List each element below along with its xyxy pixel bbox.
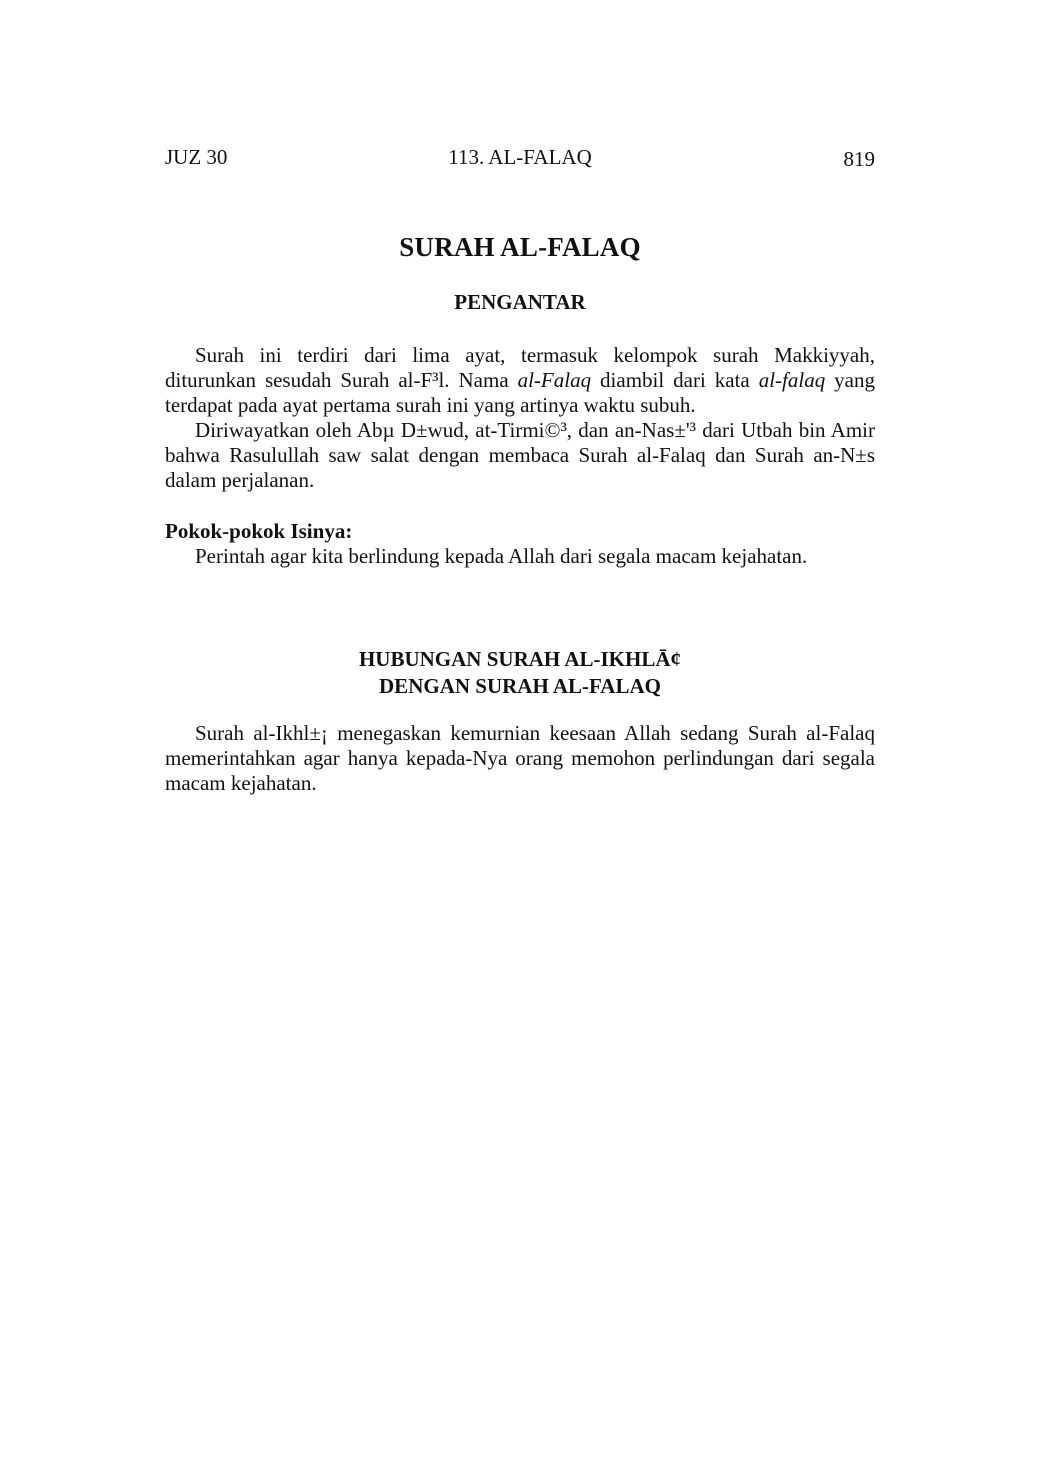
intro-paragraph-2: Diriwayatkan oleh Abµ D±wud, at-Tirmi©³, dan an-Nas±'³ dari Utbah bin Amir bahwa Rasulullah saw salat dengan membaca Surah al-Falaq dan Surah an-N±s dalam perjalanan. [165,418,875,492]
juz-label: JUZ 30 [165,145,228,169]
surah-header-label: 113. AL-FALAQ [448,145,592,169]
hubungan-heading-line-1: HUBUNGAN SURAH AL-IKHLĀ¢ [358,647,682,671]
pokok-heading: Pokok-pokok Isinya: [165,519,353,543]
intro-p1-text-c: yang terdapat pada ayat pertama surah ini yang artinya waktu subuh. [165,368,875,417]
page-number: 819 [843,147,875,171]
hubungan-heading [165,646,875,700]
hubungan-section [165,721,875,796]
hubungan-paragraph: Surah al-Ikhl±¡ menegaskan kemurnian keesaan Allah sedang Surah al-Falaq memerintahkan agar hanya kepada-Nya orang memohon perlindungan dari segala macam kejahatan. [165,721,875,795]
running-header [165,145,875,175]
pokok-section [165,544,875,569]
document-page [165,0,875,1475]
intro-p1-italic-term-1: al-Falaq [517,368,592,392]
page-title: SURAH AL-FALAQ [399,232,641,262]
intro-section [165,343,875,493]
pokok-paragraph: Perintah agar kita berlindung kepada Allah dari segala macam kejahatan. [195,544,808,568]
intro-p1-text-a: Surah ini terdiri dari lima ayat, termasuk kelompok surah Makkiyyah, diturunkan sesudah Surah al-F³l. Nama [165,343,875,392]
intro-paragraph-1 [165,343,875,418]
intro-p1-italic-term-2: al-falaq [758,368,826,392]
intro-p1-text-b: diambil dari kata [591,368,759,392]
intro-heading: PENGANTAR [454,290,586,314]
hubungan-heading-line-2: DENGAN SURAH AL-FALAQ [379,674,661,698]
